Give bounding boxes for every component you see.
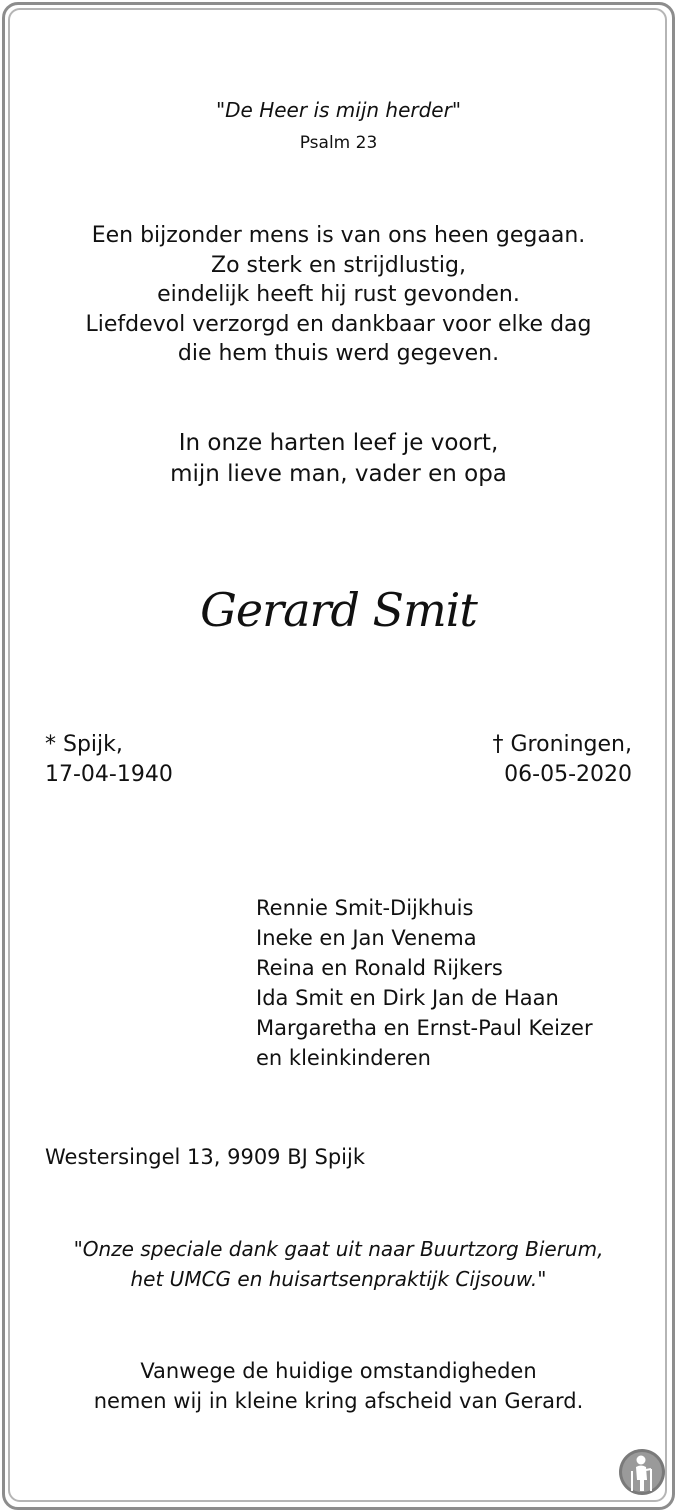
bible-quote: "De Heer is mijn herder" bbox=[215, 98, 462, 122]
family-member: Rennie Smit-Dijkhuis bbox=[256, 896, 474, 920]
family-member: Reina en Ronald Rijkers bbox=[256, 956, 503, 980]
figure-with-cane-icon bbox=[617, 1447, 667, 1497]
poem-line: Een bijzonder mens is van ons heen gegaan. bbox=[91, 223, 586, 248]
family-member: Ida Smit en Dirk Jan de Haan bbox=[256, 986, 559, 1010]
dedication bbox=[0, 428, 677, 490]
family-list bbox=[256, 893, 593, 1073]
family-member: Margaretha en Ernst-Paul Keizer bbox=[256, 1016, 593, 1040]
death-info bbox=[493, 730, 633, 790]
poem-line: die hem thuis werd gegeven. bbox=[177, 341, 500, 366]
thanks-note bbox=[0, 1234, 677, 1294]
closing-note bbox=[0, 1356, 677, 1416]
family-member: Ineke en Jan Venema bbox=[256, 926, 477, 950]
thanks-line: "Onze speciale dank gaat uit naar Buurtzorg Bierum, bbox=[73, 1237, 604, 1261]
birth-info bbox=[45, 730, 173, 790]
poem-line: Liefdevol verzorgd en dankbaar voor elke dag bbox=[85, 311, 592, 337]
poem-line: eindelijk heeft hij rust gevonden. bbox=[157, 282, 520, 307]
family-member: en kleinkinderen bbox=[256, 1046, 431, 1070]
death-date: 06-05-2020 bbox=[504, 762, 632, 787]
poem bbox=[0, 221, 677, 369]
birth-date: 17-04-1940 bbox=[45, 762, 173, 787]
death-place: † Groningen, bbox=[492, 732, 632, 757]
thanks-line: het UMCG en huisartsenpraktijk Cijsouw." bbox=[130, 1267, 547, 1291]
dedication-line: mijn lieve man, vader en opa bbox=[170, 461, 507, 487]
quote-source: Psalm 23 bbox=[299, 133, 378, 153]
deceased-name: Gerard Smit bbox=[200, 583, 477, 637]
closing-line: nemen wij in kleine kring afscheid van Gerard. bbox=[93, 1389, 584, 1413]
birth-place: * Spijk, bbox=[45, 732, 123, 757]
poem-line: Zo sterk en strijdlustig, bbox=[211, 252, 466, 278]
closing-line: Vanwege de huidige omstandigheden bbox=[140, 1359, 537, 1383]
address: Westersingel 13, 9909 BJ Spijk bbox=[45, 1145, 365, 1169]
dedication-line: In onze harten leef je voort, bbox=[178, 430, 499, 456]
